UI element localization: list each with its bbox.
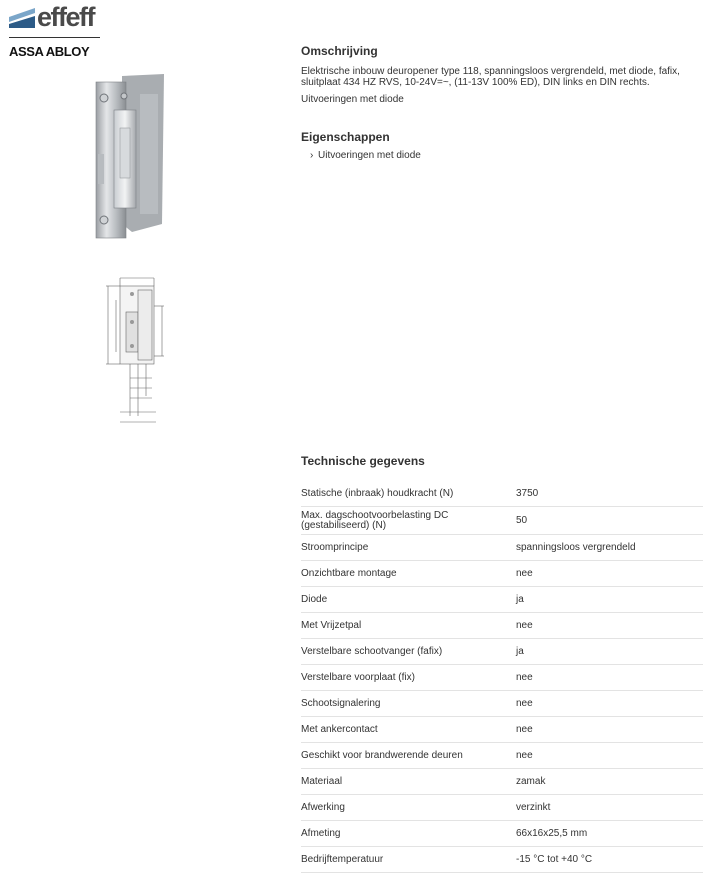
spec-value: spanningsloos vergrendeld [516, 535, 703, 561]
spec-value: zamak [516, 769, 703, 795]
spec-value: 3750 [516, 481, 703, 507]
table-row [301, 847, 703, 873]
table-row [301, 795, 703, 821]
spec-label: Materiaal [301, 769, 516, 795]
specs-table [301, 481, 703, 873]
door-opener-photo [92, 74, 164, 240]
description-title: Omschrijving [301, 44, 378, 58]
spec-label: Max. dagschootvoorbelasting DC (gestabiliseerd) (N) [301, 507, 516, 535]
description-note: Uitvoeringen met diode [301, 94, 404, 105]
table-row [301, 717, 703, 743]
properties-list-item [310, 150, 421, 161]
table-row [301, 743, 703, 769]
specs-title: Technische gegevens [301, 454, 425, 468]
table-row [301, 639, 703, 665]
spec-value: nee [516, 743, 703, 769]
effeff-logo-mark-icon [9, 8, 35, 28]
table-row [301, 561, 703, 587]
spec-label: Met Vrijzetpal [301, 613, 516, 639]
spec-value: -15 °C tot +40 °C [516, 847, 703, 873]
spec-value: nee [516, 665, 703, 691]
brand-parent: ASSA ABLOY [9, 44, 90, 59]
spec-label: Schootsignalering [301, 691, 516, 717]
table-row [301, 665, 703, 691]
spec-value: ja [516, 639, 703, 665]
spec-value: nee [516, 613, 703, 639]
spec-label: Met ankercontact [301, 717, 516, 743]
brand-logo [9, 2, 109, 59]
spec-label: Geschikt voor brandwerende deuren [301, 743, 516, 769]
spec-label: Bedrijftemperatuur [301, 847, 516, 873]
brand-name: effeff [37, 2, 94, 32]
table-row [301, 691, 703, 717]
table-row [301, 535, 703, 561]
spec-label: Statische (inbraak) houdkracht (N) [301, 481, 516, 507]
logo-divider [9, 37, 100, 38]
table-row [301, 507, 703, 535]
properties-item-text: Uitvoeringen met diode [318, 150, 421, 161]
spec-value: nee [516, 717, 703, 743]
table-row [301, 613, 703, 639]
spec-label: Stroomprincipe [301, 535, 516, 561]
description-text: Elektrische inbouw deuropener type 118, spanningsloos vergrendeld, met diode, fafix, sluitplaat 434 HZ RVS, 10-24V=~, (11-13V 100% ED), DIN links en DIN rechts. [301, 66, 680, 88]
spec-label: Afwerking [301, 795, 516, 821]
table-row [301, 769, 703, 795]
spec-label: Afmeting [301, 821, 516, 847]
spec-label: Diode [301, 587, 516, 613]
spec-value: 50 [516, 507, 703, 535]
spec-value: ja [516, 587, 703, 613]
bullet-icon: › [310, 150, 314, 161]
spec-label: Onzichtbare montage [301, 561, 516, 587]
spec-value: nee [516, 561, 703, 587]
spec-value: 66x16x25,5 mm [516, 821, 703, 847]
spec-label: Verstelbare schootvanger (fafix) [301, 639, 516, 665]
technical-drawing [86, 266, 176, 430]
table-row [301, 587, 703, 613]
spec-label: Verstelbare voorplaat (fix) [301, 665, 516, 691]
table-row [301, 481, 703, 507]
spec-value: verzinkt [516, 795, 703, 821]
spec-value: nee [516, 691, 703, 717]
table-row [301, 821, 703, 847]
properties-title: Eigenschappen [301, 130, 390, 144]
